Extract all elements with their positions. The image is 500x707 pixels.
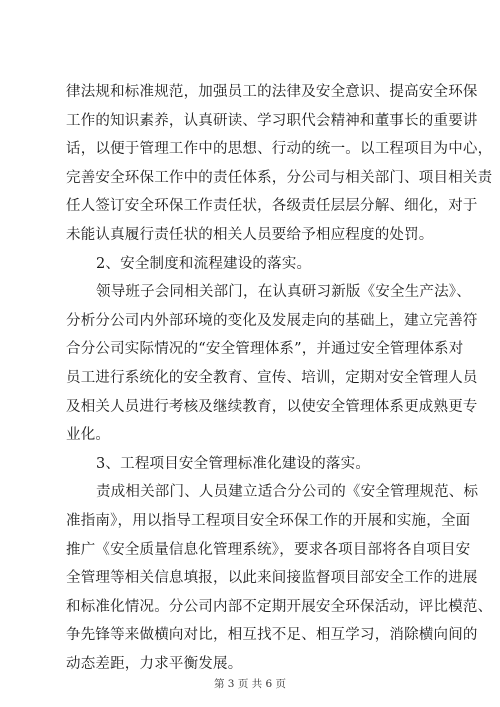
paragraph-responsibility-system [66, 78, 493, 250]
document-body [66, 78, 493, 678]
paragraph-safety-system [66, 278, 478, 450]
text-line: 分析分公司内外部环境的变化及发展走向的基础上，建立完善符 [66, 312, 478, 329]
heading-text: 2、安全制度和流程建设的落实。 [96, 255, 312, 272]
page-footer [0, 676, 500, 691]
text-line: 动态差距，力求平衡发展。 [66, 655, 243, 672]
text-line: 推广《安全质量信息化管理系统》，要求各项目部将各自项目安 [66, 541, 471, 558]
text-line: 律法规和标准规范，加强员工的法律及安全意识、提高安全环保 [66, 84, 478, 100]
text-line: 工作的知识素养，认真研读、学习职代会精神和董事长的重要讲 [66, 112, 478, 129]
page-number: 第 3 页 共 6 页 [213, 678, 287, 690]
paragraph-standardization [66, 478, 493, 678]
text-line: 争先锋等来做横向对比，相互找不足、相互学习，消除横向间的 [66, 627, 478, 644]
text-line: 员工进行系统化的安全教育、宣传、培训，定期对安全管理人员 [66, 369, 478, 386]
text-line: 全管理等相关信息填报，以此来间接监督项目部安全工作的进展 [66, 570, 478, 587]
text-line: 话，以便于管理工作中的思想、行动的统一。以工程项目为中心， [66, 141, 493, 158]
text-line: 准指南》，用以指导工程项目安全环保工作的开展和实施，全面 [66, 512, 471, 529]
heading-text: 3、工程项目安全管理标准化建设的落实。 [96, 455, 371, 472]
text-line: 和标准化情况。分公司内部不定期开展安全环保活动，评比模范、 [66, 598, 493, 615]
section-heading-3 [66, 450, 436, 479]
text-line: 领导班子会同相关部门，在认真研习新版《安全生产法》、 [96, 284, 471, 301]
text-line: 业化。 [66, 427, 111, 444]
text-line: 责成相关部门、人员建立适合分公司的《安全管理规范、标 [96, 484, 479, 501]
section-heading-2 [66, 250, 436, 279]
text-line: 未能认真履行责任状的相关人员要给予相应程度的处罚。 [66, 226, 434, 243]
text-line: 完善安全环保工作中的责任体系，分公司与相关部门、项目相关责 [66, 169, 493, 186]
text-line: 及相关人员进行考核及继续教育，以使安全管理体系更成熟更专 [66, 398, 478, 415]
text-line: 合分公司实际情况的“安全管理体系”，并通过安全管理体系对 [66, 341, 464, 358]
text-line: 任人签订安全环保工作责任状，各级责任层层分解、细化，对于 [66, 198, 478, 215]
